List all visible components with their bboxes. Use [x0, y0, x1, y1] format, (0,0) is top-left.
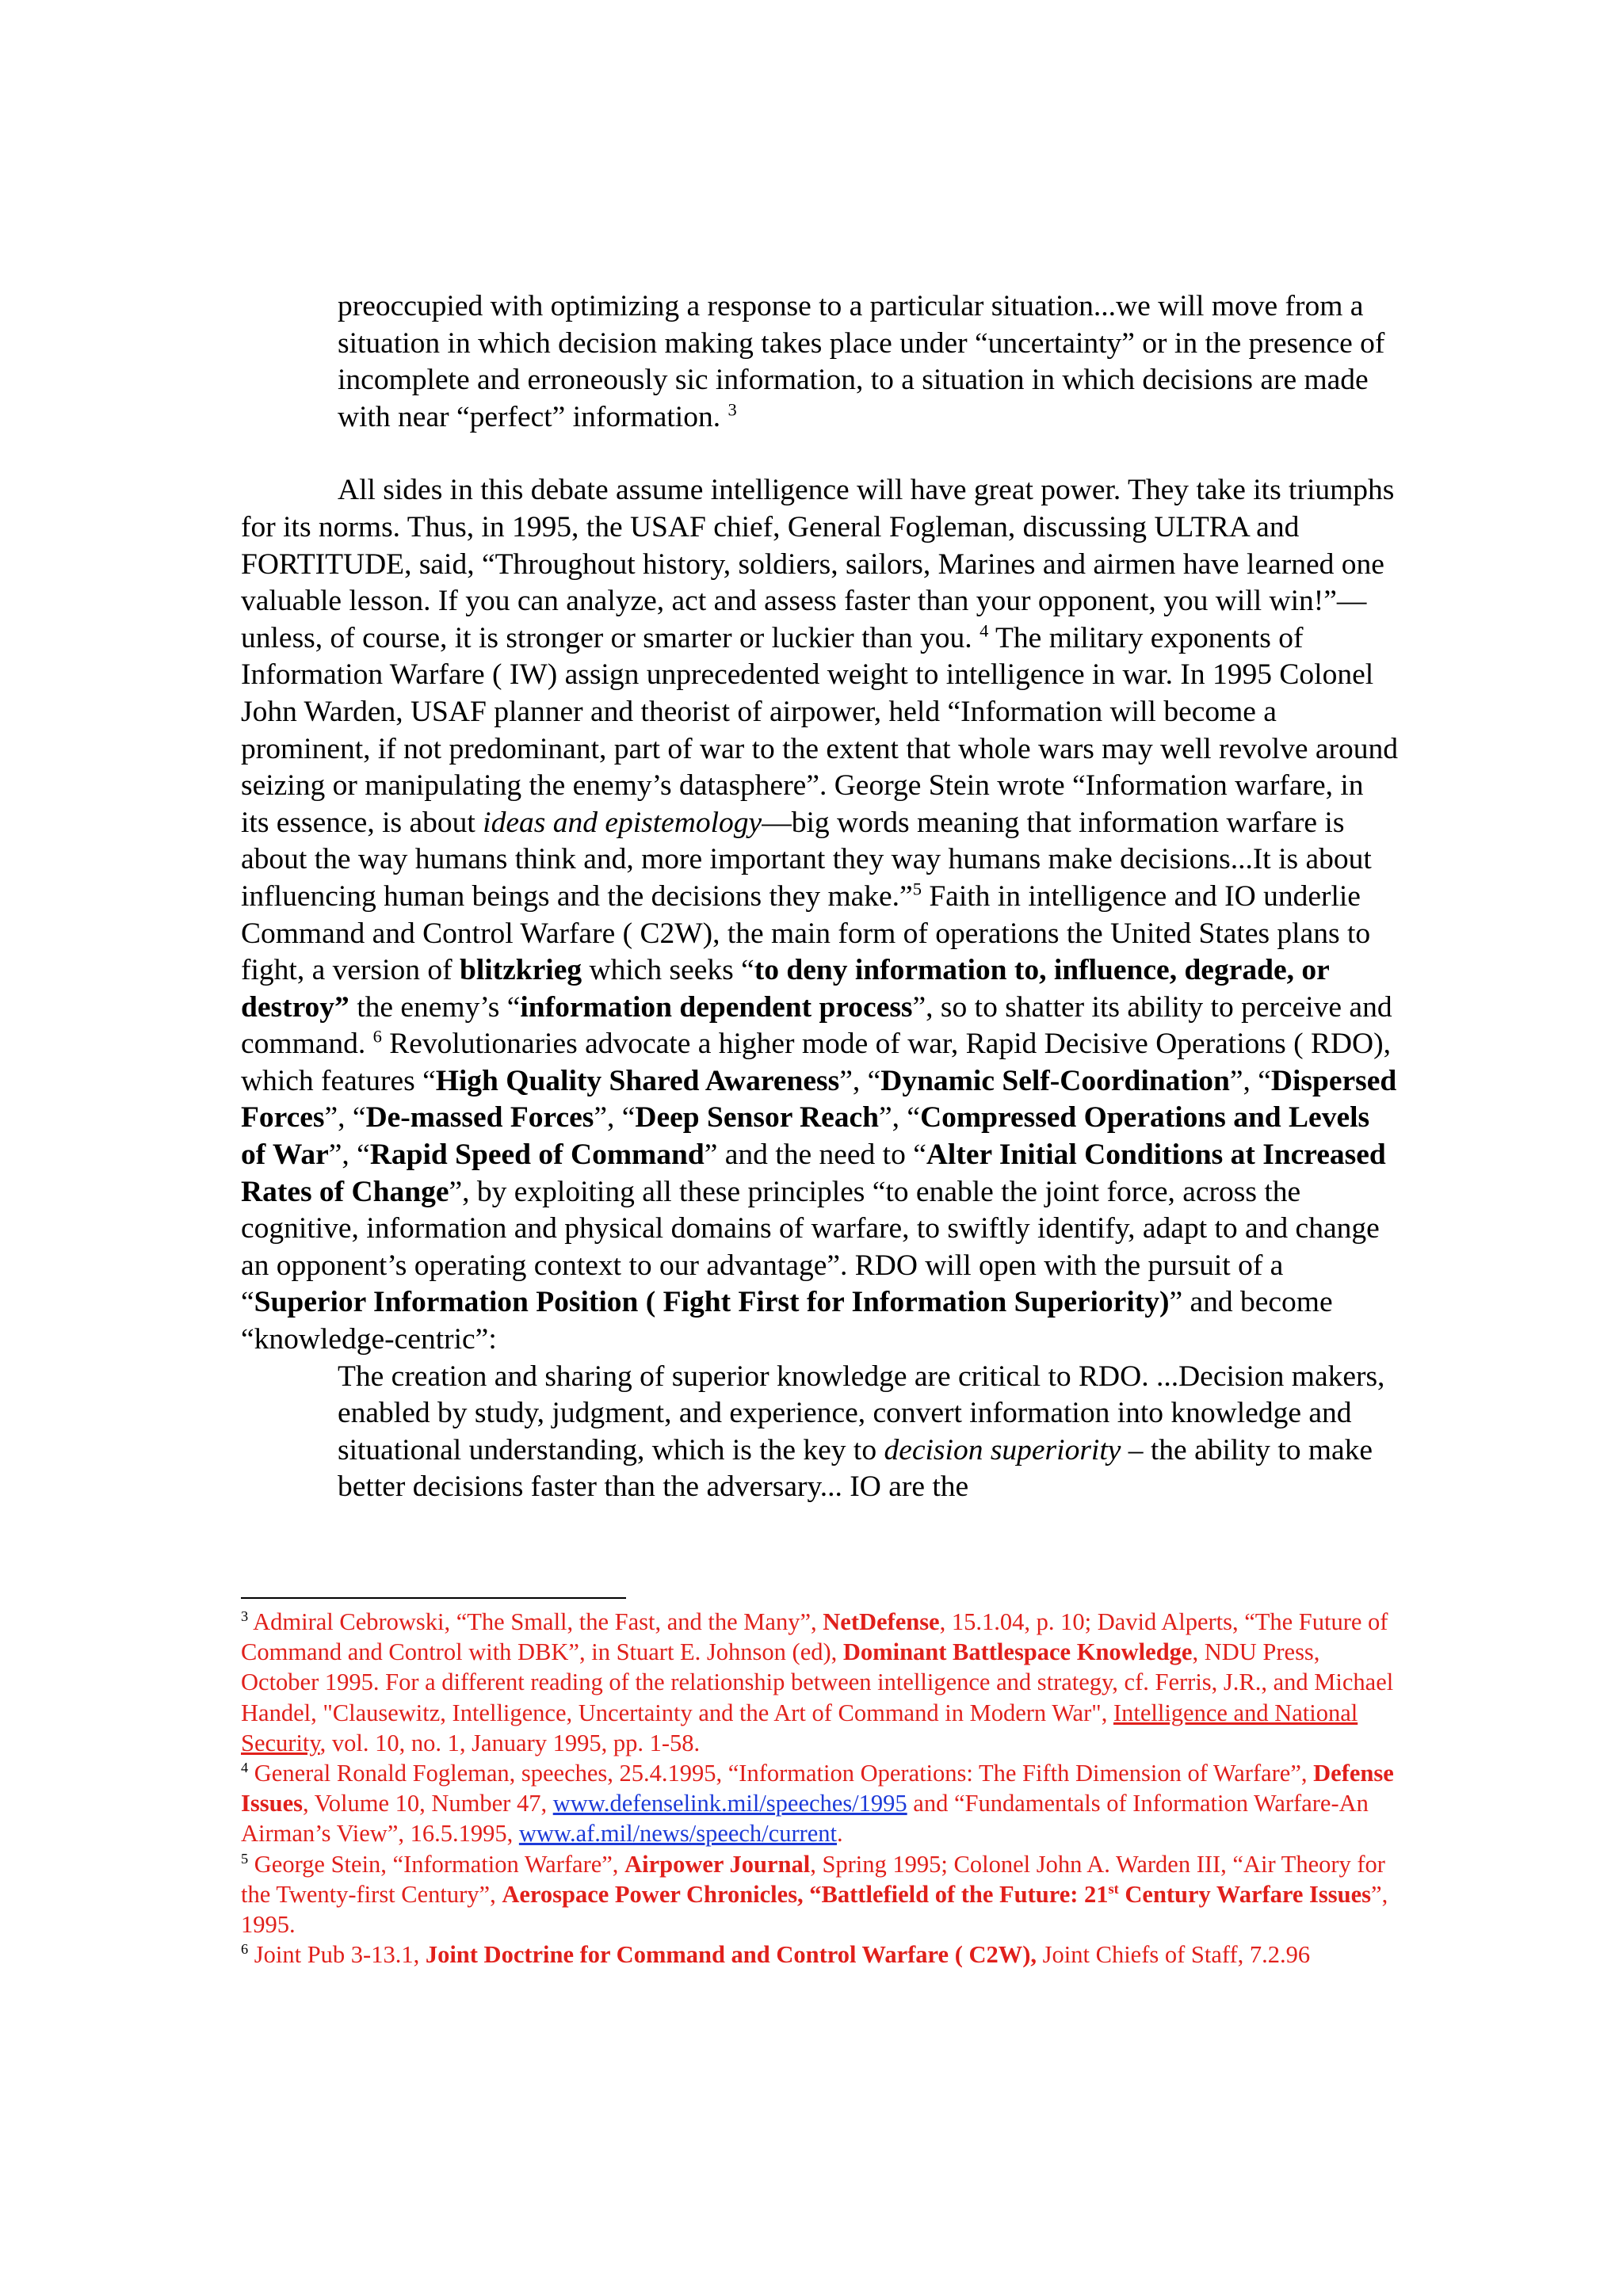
bold-run: De-massed Forces: [365, 1101, 594, 1135]
text-run: ”, “: [1229, 1064, 1271, 1097]
footnote-ref-3[interactable]: 3: [727, 399, 737, 420]
block-quote-1: [338, 288, 1398, 436]
text-run: George Stein, “Information Warfare”,: [254, 1850, 619, 1878]
text-run: – the ability to make better decisions faster than the adversary... IO are the: [338, 1433, 1373, 1504]
text-run: , 15.1.04, p. 10; David Alperts, “The Future of Command and Control with DBK”, in Stuart E. Johnson (ed),: [241, 1608, 1388, 1666]
af-mil-link[interactable]: www.af.mil/news/speech/current: [518, 1820, 838, 1848]
text-run: , Volume 10, Number 47,: [302, 1790, 548, 1817]
text-run: and “Fundamentals of Information Warfare-An Airman’s View”, 16.5.1995,: [241, 1790, 1369, 1848]
footnote-6: [241, 1939, 1398, 1970]
footnote-5: [241, 1849, 1398, 1940]
bold-run: NetDefense: [823, 1608, 940, 1635]
underlined-title: Intelligence and National Security: [241, 1699, 1358, 1756]
text-run: Joint Pub 3-13.1,: [254, 1941, 420, 1969]
bold-run: Joint Doctrine for Command and Control Warfare ( C2W),: [425, 1941, 1037, 1969]
text-run: ” and the need to “: [704, 1138, 926, 1172]
italic-run: decision superiority: [884, 1433, 1121, 1466]
text-run: ”, “: [839, 1064, 881, 1097]
text-run: , Spring 1995; Colonel John A. Warden III, “Air Theory for the Twenty-first Century”,: [241, 1850, 1385, 1908]
defenselink-link[interactable]: www.defenselink.mil/speeches/1995: [552, 1790, 907, 1817]
text-run: All sides in this debate assume intelligence will have great power. They take its triumphs for its norms. Thus, in 1995, the USAF chief, General Fogleman, discussing ULTRA and FORTITUDE, said, “Throughout history, soldiers, sailors, Marines and airmen have learned one valuable lesson. If you can analyze, act and assess faster than your opponent, you will win!”—unless, of course, it is stronger or smarter or luckier than you.: [241, 474, 1395, 654]
footnotes: [241, 1607, 1398, 1970]
footnote-ref-5[interactable]: 5: [912, 879, 922, 899]
bold-run: Defense Issues: [241, 1760, 1394, 1817]
superscript: st: [1108, 1880, 1119, 1897]
bold-run: information dependent process: [520, 990, 913, 1024]
bold-run: Alter Initial Conditions at Increased Rates of Change: [241, 1138, 1386, 1208]
text-run: .: [837, 1820, 843, 1848]
text-run: ”, “: [594, 1101, 636, 1135]
bold-run: Deep Sensor Reach: [635, 1101, 880, 1135]
text-run: Joint Chiefs of Staff, 7.2.96: [1042, 1941, 1311, 1969]
text-run: ”, “: [328, 1138, 370, 1172]
bold-run: Dominant Battlespace Knowledge: [842, 1638, 1193, 1666]
text-run: which seeks “: [589, 954, 754, 987]
text-run: The military exponents of Information Warfare ( IW) assign unprecedented weight to intelligence in war. In 1995 Colonel John Warden, USAF planner and theorist of airpower, held “Information will become a prominent, if not predominant, part of war to the extent that whole wars may well revolve around seizing or manipulating the enemy’s datasphere”. George Stein wrote “Information warfare, in its essence, is about: [241, 621, 1398, 839]
body-paragraph: [241, 472, 1398, 1358]
footnote-number: 4: [241, 1759, 249, 1775]
bold-run: Compressed Operations and Levels of War: [241, 1101, 1370, 1172]
bold-run: Airpower Journal: [624, 1850, 811, 1878]
text-run: ” and become “knowledge-centric”:: [241, 1286, 1333, 1356]
footnote-3: [241, 1607, 1398, 1758]
text-run: The creation and sharing of superior knowledge are critical to RDO. ...Decision makers, enabled by study, judgment, and experience, convert information into knowledge and situational understanding, which is the key to: [338, 1360, 1385, 1466]
bold-run: Dynamic Self-Coordination: [880, 1064, 1230, 1097]
bold-run: blitzkrieg: [459, 954, 582, 987]
footnote-separator: [241, 1597, 626, 1599]
text-run: Faith in intelligence and IO underlie Command and Control Warfare ( C2W), the main form of operations the United States plans to fight, a version of: [241, 879, 1371, 987]
bold-run: Dispersed Forces: [241, 1064, 1397, 1135]
bold-run: Rapid Speed of Command: [369, 1138, 705, 1172]
footnote-4: [241, 1758, 1398, 1849]
text-run: ”, “: [879, 1101, 921, 1135]
text-run: ”, so to shatter its ability to perceive and command.: [241, 990, 1392, 1061]
text-run: , vol. 10, no. 1, January 1995, pp. 1-58.: [319, 1729, 701, 1756]
text-run: Admiral Cebrowski, “The Small, the Fast, and the Many”,: [253, 1608, 817, 1635]
italic-run: ideas and epistemology: [483, 806, 762, 839]
text-run: ”, “: [324, 1101, 366, 1135]
text-run: —big words meaning that information warfare is about the way humans think and, more important they way humans make decisions...It is about influencing human beings and the decisions they make.”: [241, 806, 1372, 913]
text-run: ”, by exploiting all these principles “to enable the joint force, across the cognitive, information and physical domains of warfare, to swiftly identify, adapt to and change an opponent’s operating context to our advantage”. RDO will open with the pursuit of a “: [241, 1175, 1380, 1319]
footnote-number: 3: [241, 1608, 249, 1624]
text-run: , NDU Press, October 1995. For a different reading of the relationship between intelligence and strategy, cf. Ferris, J.R., and Michael Handel, "Clausewitz, Intelligence, Uncertainty and the Art of Command in Modern War",: [241, 1638, 1394, 1726]
footnote-number: 6: [241, 1941, 249, 1958]
text-run: Revolutionaries advocate a higher mode of war, Rapid Decisive Operations ( RDO), which features “: [241, 1028, 1392, 1097]
bold-run: Aerospace Power Chronicles, “Battlefield of the Future: 21: [502, 1880, 1109, 1908]
bold-run: High Quality Shared Awareness: [435, 1064, 840, 1097]
text-run: General Ronald Fogleman, speeches, 25.4.1995, “Information Operations: The Fifth Dimension of Warfare”,: [254, 1760, 1308, 1787]
bold-run: Superior Information Position ( Fight First for Information Superiority): [254, 1286, 1170, 1319]
bold-run: to deny information to, influence, degrade, or destroy”: [241, 954, 1330, 1024]
footnote-number: 5: [241, 1850, 249, 1867]
footnote-ref-6[interactable]: 6: [372, 1026, 382, 1047]
quote-text: preoccupied with optimizing a response to a particular situation...we will move from a situation in which decision making takes place under “uncertainty” or in the presence of incomplete and erroneously sic information, to a situation in which decisions are made with near “perfect” information.: [338, 290, 1385, 433]
footnote-ref-4[interactable]: 4: [980, 620, 989, 641]
block-quote-2: [338, 1359, 1398, 1506]
text-run: the enemy’s “: [357, 990, 521, 1024]
text-run: ”, 1995.: [241, 1880, 1388, 1939]
bold-run: Century Warfare Issues: [1125, 1880, 1372, 1908]
main-text: [241, 288, 1398, 1506]
